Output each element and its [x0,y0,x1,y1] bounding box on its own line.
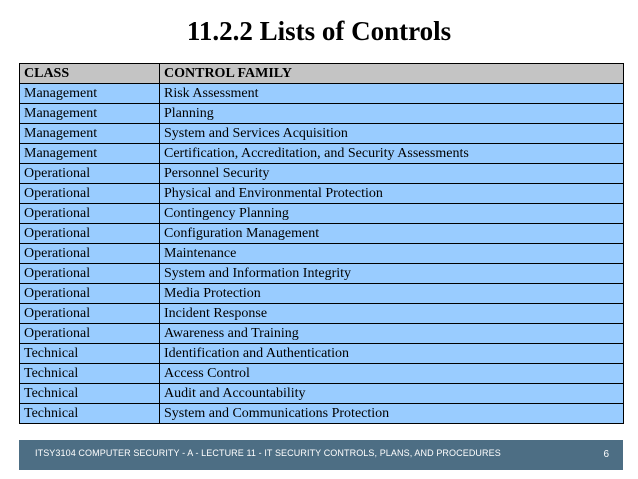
cell-control-family: System and Information Integrity [160,264,624,284]
cell-control-family: Media Protection [160,284,624,304]
table-row [20,304,624,324]
cell-class: Operational [20,324,160,344]
cell-class: Management [20,144,160,164]
page-number: 6 [603,449,609,460]
cell-class: Management [20,124,160,144]
table-row [20,104,624,124]
header-control-family: CONTROL FAMILY [160,64,624,84]
table-header-row [20,64,624,84]
cell-control-family: Awareness and Training [160,324,624,344]
table-row [20,264,624,284]
cell-class: Technical [20,384,160,404]
cell-class: Operational [20,184,160,204]
cell-control-family: Incident Response [160,304,624,324]
slide-title: 11.2.2 Lists of Controls [186,16,452,46]
cell-control-family: Personnel Security [160,164,624,184]
footer-text: ITSY3104 COMPUTER SECURITY - A - LECTURE 11 - IT SECURITY CONTROLS, PLANS, AND PROCEDURES [35,448,501,458]
table-row [20,244,624,264]
table-row [20,144,624,164]
cell-control-family: System and Services Acquisition [160,124,624,144]
header-class: CLASS [20,64,160,84]
cell-control-family: Access Control [160,364,624,384]
cell-class: Management [20,104,160,124]
cell-control-family: Identification and Authentication [160,344,624,364]
cell-class: Technical [20,344,160,364]
cell-control-family: Audit and Accountability [160,384,624,404]
table-row [20,324,624,344]
cell-class: Operational [20,224,160,244]
table-row [20,204,624,224]
cell-control-family: Certification, Accreditation, and Security Assessments [160,144,624,164]
table-row [20,84,624,104]
table-row [20,384,624,404]
table-row [20,124,624,144]
cell-control-family: Contingency Planning [160,204,624,224]
controls-table [19,63,624,424]
footer-bar [19,440,623,470]
cell-class: Operational [20,284,160,304]
cell-class: Operational [20,164,160,184]
cell-class: Operational [20,304,160,324]
cell-class: Operational [20,264,160,284]
cell-class: Technical [20,364,160,384]
cell-control-family: Risk Assessment [160,84,624,104]
cell-class: Operational [20,244,160,264]
table-row [20,164,624,184]
table-row [20,284,624,304]
table-row [20,224,624,244]
table-row [20,344,624,364]
table-row [20,184,624,204]
cell-control-family: Physical and Environmental Protection [160,184,624,204]
table-row [20,364,624,384]
cell-control-family: Maintenance [160,244,624,264]
cell-control-family: Planning [160,104,624,124]
cell-control-family: System and Communications Protection [160,404,624,424]
cell-class: Management [20,84,160,104]
cell-class: Technical [20,404,160,424]
cell-class: Operational [20,204,160,224]
cell-control-family: Configuration Management [160,224,624,244]
table-row [20,404,624,424]
